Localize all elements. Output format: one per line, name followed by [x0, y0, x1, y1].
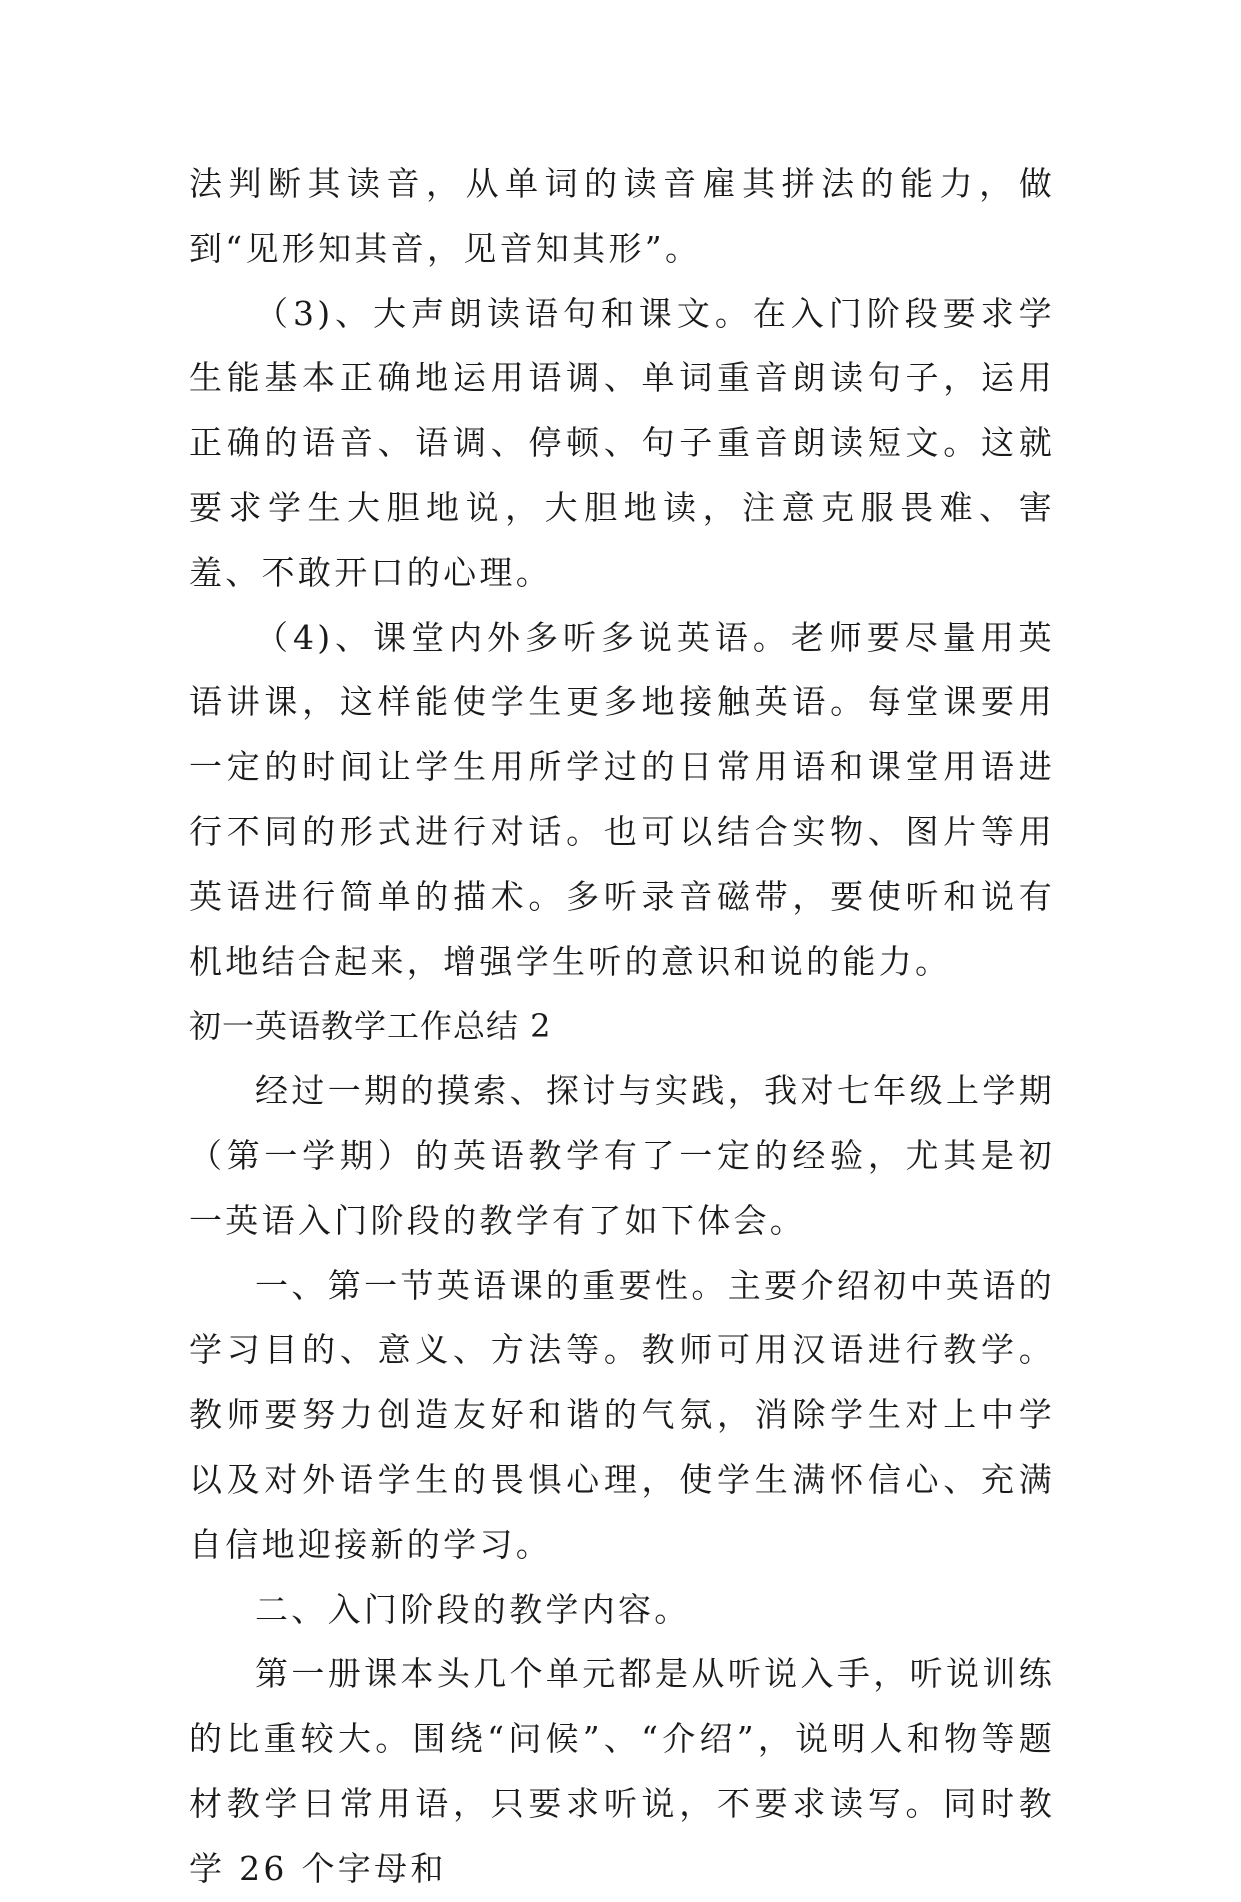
- paragraph-intro: 经过一期的摸索、探讨与实践，我对七年级上学期（第一学期）的英语教学有了一定的经验，尤其是初一英语入门阶段的教学有了如下体会。: [189, 1071, 1055, 1240]
- paragraph-item-4: （4)、课堂内外多听多说英语。老师要尽量用英语讲课，这样能使学生更多地接触英语。每堂课要用一定的时间让学生用所学过的日常用语和课堂用语进行不同的形式进行对话。也可以结合实物、图片等用英语进行简单的描术。多听录音磁带，要使听和说有机地结合起来，增强学生听的意识和说的能力。: [189, 617, 1055, 981]
- document-page: [189, 152, 1055, 1902]
- paragraph-point-2: 二、入门阶段的教学内容。: [255, 1589, 691, 1629]
- paragraph-content: 第一册课本头几个单元都是从听说入手，听说训练的比重较大。围绕“问候”、“介绍”，说明人和物等题材教学日常用语，只要求听说，不要求读写。同时教学 26 个字母和: [189, 1654, 1055, 1888]
- paragraph-point-1: 一、第一节英语课的重要性。主要介绍初中英语的学习目的、意义、方法等。教师可用汉语进行教学。教师要努力创造友好和谐的气氛，消除学生对上中学以及对外语学生的畏惧心理，使学生满怀信心、充满自信地迎接新的学习。: [189, 1265, 1055, 1564]
- paragraph-item-3: （3)、大声朗读语句和课文。在入门阶段要求学生能基本正确地运用语调、单词重音朗读句子，运用正确的语音、语调、停顿、句子重音朗读短文。这就要求学生大胆地说，大胆地读，注意克服畏难、害羞、不敢开口的心理。: [189, 293, 1055, 592]
- section-title: 初一英语教学工作总结 2: [189, 1007, 552, 1046]
- paragraph-continued: 法判断其读音，从单词的读音雇其拼法的能力，做到“见形知其音，见音知其形”。: [189, 164, 1055, 268]
